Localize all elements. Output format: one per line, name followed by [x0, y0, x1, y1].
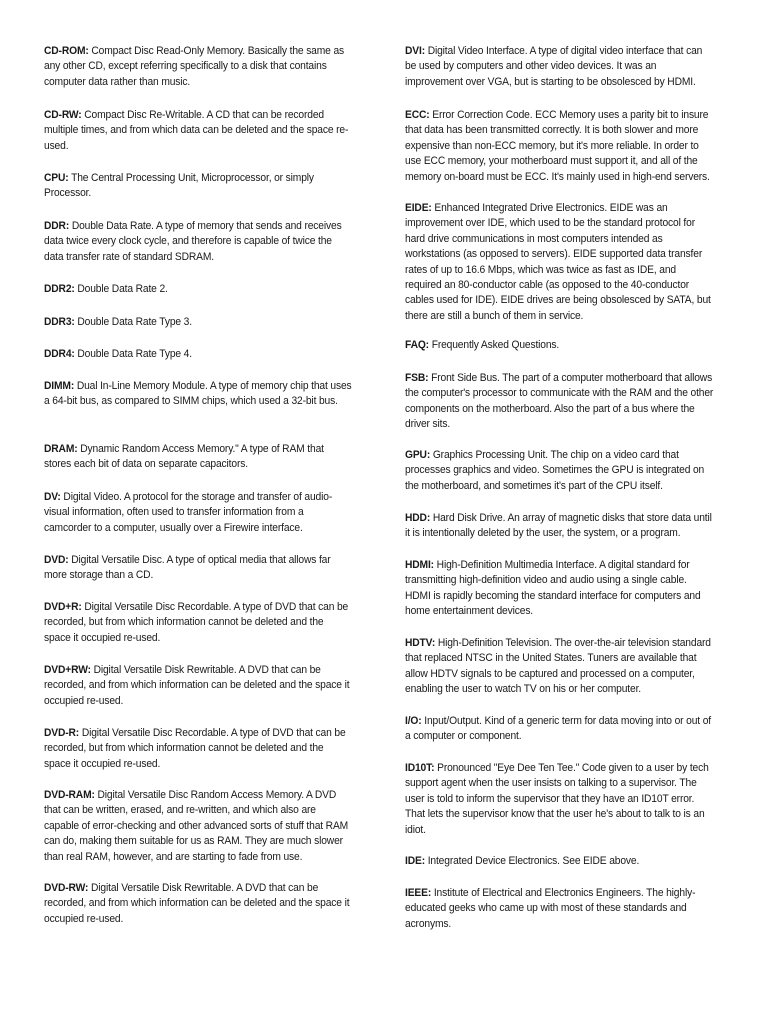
- glossary-term: DVI:: [405, 45, 425, 57]
- glossary-definition: Double Data Rate Type 4.: [77, 348, 192, 360]
- glossary-term: ID10T:: [405, 762, 435, 774]
- glossary-definition: Front Side Bus. The part of a computer motherboard that allows the computer's processor to communicate with the RAM and the other components on the motherboard. Also the part of a bus where the driver sits.: [405, 372, 714, 431]
- glossary-term: DVD-RAM:: [44, 789, 95, 801]
- glossary-term: DDR4:: [44, 348, 75, 360]
- glossary-definition: High-Definition Multimedia Interface. A digital standard for transmitting high-definition video and audio using a single cable. HDMI is rapidly becoming the standard interface for computers and home entertainment devices.: [405, 559, 701, 618]
- glossary-entry-dv: [44, 490, 352, 536]
- glossary-term: FSB:: [405, 372, 429, 384]
- glossary-entry-ddr2: [44, 282, 352, 297]
- glossary-term: ECC:: [405, 109, 430, 121]
- glossary-entry-dvd-r: [44, 726, 352, 772]
- glossary-term: CPU:: [44, 172, 69, 184]
- glossary-definition: Hard Disk Drive. An array of magnetic disks that store data until it is intentionally deleted by the user, the system, or a program.: [405, 512, 712, 540]
- glossary-definition: The Central Processing Unit, Microprocessor, or simply Processor.: [44, 172, 314, 200]
- glossary-entry-dram: [44, 442, 352, 473]
- glossary-definition: Double Data Rate. A type of memory that sends and receives data twice every clock cycle, and therefore is capable of twice the data transfer rate of standard SDRAM.: [44, 220, 342, 263]
- glossary-term: DVD-R:: [44, 727, 80, 739]
- glossary-entry-ddr3: [44, 315, 352, 330]
- glossary-definition: Digital Versatile Disc. A type of optical media that allows far more storage than a CD.: [44, 554, 331, 582]
- glossary-term: DV:: [44, 491, 61, 503]
- glossary-term: DDR:: [44, 220, 70, 232]
- glossary-term: DVD-RW:: [44, 882, 89, 894]
- glossary-entry-dvd-ram: [44, 788, 352, 865]
- glossary-term: DRAM:: [44, 443, 78, 455]
- glossary-entry-ddr: [44, 219, 352, 265]
- glossary-term: I/O:: [405, 715, 422, 727]
- glossary-definition: Digital Versatile Disk Rewritable. A DVD that can be recorded, and from which information can be deleted and the space it occupied re-used.: [44, 664, 350, 707]
- glossary-entry-gpu: [405, 448, 713, 494]
- glossary-entry-io: [405, 714, 713, 745]
- glossary-entry-cd-rw: [44, 108, 352, 154]
- glossary-term: DVD+RW:: [44, 664, 91, 676]
- glossary-definition: Compact Disc Read-Only Memory. Basically the same as any other CD, except referring specifically to a disk that contains computer data rather than music.: [44, 45, 345, 88]
- glossary-definition: Integrated Device Electronics. See EIDE above.: [427, 855, 640, 867]
- glossary-term: DIMM:: [44, 380, 75, 392]
- glossary-definition: High-Definition Television. The over-the-air television standard that replaced NTSC in the United States. Tuners are available that allow HDTV signals to be captured and processed on a computer, enabling the user to watch TV on his or her computer.: [405, 637, 711, 696]
- glossary-definition: Digital Versatile Disc Recordable. A type of DVD that can be recorded, but from which information cannot be deleted and the space it occupied re-used.: [44, 601, 349, 644]
- glossary-definition: Digital Versatile Disc Random Access Memory. A DVD that can be written, erased, and re-written, and which also are capable of error-checking and other advanced sorts of stuff that RAM can do, making them suitable for us as RAM. They are much slower than real RAM, however, and are starting to fade from use.: [44, 789, 349, 863]
- glossary-term: CD-RW:: [44, 109, 82, 121]
- glossary-definition: Graphics Processing Unit. The chip on a video card that processes graphics and video. Sometimes the GPU is integrated on the motherboard, and sometimes it's part of the CPU itself.: [405, 449, 705, 492]
- glossary-definition: Digital Video Interface. A type of digital video interface that can be used by computers and other video devices. It was an improvement over VGA, but is starting to be obsolesced by HDMI.: [405, 45, 703, 88]
- glossary-entry-dvi: [405, 44, 713, 90]
- glossary-term: DVD+R:: [44, 601, 82, 613]
- glossary-definition: Input/Output. Kind of a generic term for data moving into or out of a computer or component.: [405, 715, 711, 743]
- glossary-definition: Digital Versatile Disk Rewritable. A DVD that can be recorded, and from which information can be deleted and the space it occupied re-used.: [44, 882, 350, 925]
- glossary-term: GPU:: [405, 449, 431, 461]
- glossary-entry-ecc: [405, 108, 713, 185]
- glossary-entry-hdtv: [405, 636, 713, 698]
- glossary-term: EIDE:: [405, 202, 432, 214]
- glossary-entry-dvd-plus-rw: [44, 663, 352, 709]
- glossary-definition: Frequently Asked Questions.: [431, 339, 560, 351]
- glossary-entry-cd-rom: [44, 44, 352, 90]
- glossary-entry-dimm: [44, 379, 352, 410]
- glossary-term: IEEE:: [405, 887, 432, 899]
- glossary-definition: Double Data Rate Type 3.: [77, 316, 192, 328]
- glossary-entry-dvd: [44, 553, 352, 584]
- glossary-entry-faq: [405, 338, 713, 353]
- glossary-term: DVD:: [44, 554, 69, 566]
- glossary-definition: Error Correction Code. ECC Memory uses a parity bit to insure that data has been transmitted correctly. It is both slower and more expensive than non-ECC memory, but it's more reliable. In order to use ECC memory, your motherboard must support it, and all of the memory on-board must be ECC. It's mainly used in high-end servers.: [405, 109, 710, 183]
- glossary-definition: Pronounced "Eye Dee Ten Tee." Code given to a user by tech support agent when the user insists on talking to a supervisor. The user is told to inform the supervisor that they have an ID10T error. That lets the supervisor know that the user he's about to talk to is an idiot.: [405, 762, 709, 836]
- glossary-definition: Compact Disc Re-Writable. A CD that can be recorded multiple times, and from which data can be deleted and the space re-used.: [44, 109, 349, 152]
- glossary-entry-ieee: [405, 886, 713, 932]
- glossary-definition: Enhanced Integrated Drive Electronics. EIDE was an improvement over IDE, which used to be the standard protocol for hard drive communications in most computers intended as workstations (as opposed to servers). EIDE supported data transfer rates of up to 16.6 Mbps, which was twice as fast as IDE, and required an 80-conductor cable (as opposed to the 40-conductor cables used for IDE). EIDE drives are being obsolesced by SATA, but there are still a bunch of them in service.: [405, 202, 711, 322]
- glossary-entry-ide: [405, 854, 713, 869]
- glossary-definition: Digital Versatile Disc Recordable. A type of DVD that can be recorded, but from which information cannot be deleted and the space it occupied re-used.: [44, 727, 346, 770]
- glossary-term: IDE:: [405, 855, 425, 867]
- glossary-entry-hdd: [405, 511, 713, 542]
- glossary-entry-eide: [405, 201, 713, 324]
- glossary-entry-ddr4: [44, 347, 352, 362]
- glossary-term: DDR3:: [44, 316, 75, 328]
- glossary-term: CD-ROM:: [44, 45, 89, 57]
- glossary-term: DDR2:: [44, 283, 75, 295]
- glossary-entry-fsb: [405, 371, 713, 433]
- glossary-definition: Double Data Rate 2.: [77, 283, 168, 295]
- glossary-definition: Dynamic Random Access Memory." A type of RAM that stores each bit of data on separate capacitors.: [44, 443, 324, 471]
- glossary-entry-dvd-rw: [44, 881, 352, 927]
- glossary-term: FAQ:: [405, 339, 429, 351]
- glossary-definition: Digital Video. A protocol for the storage and transfer of audio-visual information, often used to transfer information from a camcorder to a computer, usually over a Firewire interface.: [44, 491, 333, 534]
- glossary-term: HDD:: [405, 512, 431, 524]
- glossary-entry-id10t: [405, 761, 713, 838]
- glossary-entry-hdmi: [405, 558, 713, 620]
- glossary-term: HDTV:: [405, 637, 436, 649]
- glossary-term: HDMI:: [405, 559, 434, 571]
- glossary-entry-cpu: [44, 171, 352, 202]
- glossary-definition: Dual In-Line Memory Module. A type of memory chip that uses a 64-bit bus, as compared to SIMM chips, which used a 32-bit bus.: [44, 380, 352, 408]
- glossary-entry-dvd-plus-r: [44, 600, 352, 646]
- glossary-definition: Institute of Electrical and Electronics Engineers. The highly-educated geeks who came up with most of these standards and acronyms.: [405, 887, 696, 930]
